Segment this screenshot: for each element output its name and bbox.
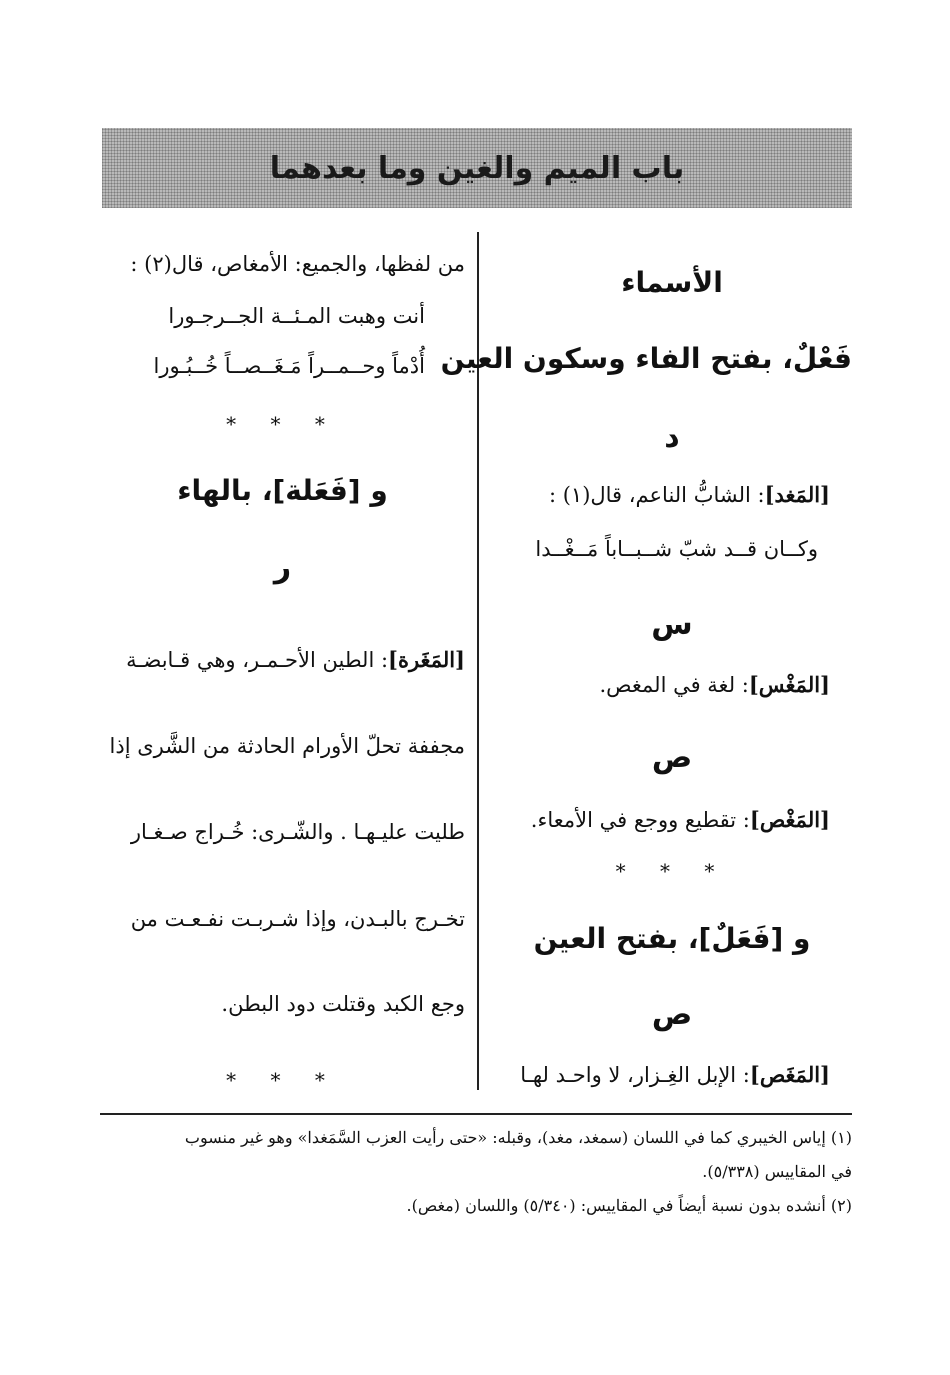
- chapter-title: باب الميم والغين وما بعدهما: [269, 150, 685, 186]
- continuation-line: من لفظها، والجميع: الأمغاص، قال(٢) :: [130, 252, 465, 276]
- entry-maghs: [531, 807, 830, 832]
- entry-maghara-line-4: تخـرج بالبـدن، وإذا شـربـت نفـعـت من: [130, 907, 465, 931]
- entry-maghara-line-5: وجع الكبد وقتلت دود البطن.: [221, 992, 465, 1016]
- letter-heading-sin: س: [651, 607, 693, 642]
- letter-heading-ra: ر: [273, 550, 292, 585]
- verse-line-2: أُدْماً وحــمــراً مَـغَــصــاً خُــبُـورا: [153, 354, 425, 378]
- entry-maghd-text: : الشابُّ الناعم، قال(١) :: [548, 483, 765, 507]
- entry-maghara-text: : الطين الأحـمـر، وهي قـابضـة: [126, 648, 389, 672]
- entry-maghs-text: : تقطيع ووجع في الأمعاء.: [530, 808, 750, 832]
- entry-maghara-line-3: طليت عليـهـا . والشّـرى: خُـراج صـغـار: [130, 820, 465, 844]
- entry-maghas-lemma: [المَغَص]: [749, 1062, 830, 1087]
- footnote-1-line-2: في المقاييس (٥/٣٣٨).: [702, 1162, 852, 1181]
- verse-maghd: وكــان قــد شبّ شــبــاباً مَــغْــدا: [535, 537, 818, 561]
- letter-heading-sad-1: ص: [651, 740, 693, 775]
- separator-stars-left-1: * * *: [226, 412, 339, 436]
- entry-maghd-lemma: [المَغد]: [764, 482, 830, 507]
- footnote-2: (٢) أنشده بدون نسبة أيضاً في المقاييس: (٥/٣٤٠) واللسان (مغص).: [406, 1196, 852, 1215]
- entry-maghs-sin-text: : لغة في المغص.: [599, 673, 749, 697]
- entry-maghas-text: : الإبل الغِـزار، لا واحـد لهـا: [520, 1063, 750, 1087]
- subheading-pattern-2: و [فَعَلٌ]، بفتح العين: [533, 922, 811, 955]
- footnote-1-line-1: (١) إياس الخيبري كما في اللسان (سمغد، مغد)، وقبله: «حتى رأيت العزب السَّمَغدا» وهو غير منسوب: [184, 1128, 852, 1147]
- entry-maghas: [520, 1062, 830, 1087]
- subheading-pattern-1: فَعْلٌ، بفتح الفاء وسكون العين: [440, 342, 852, 375]
- entry-maghs-sin: [600, 672, 831, 697]
- entry-maghara: [126, 647, 465, 672]
- entry-maghs-lemma: [المَغْص]: [749, 807, 830, 832]
- separator-stars-right: * * *: [615, 859, 729, 883]
- entry-maghara-line-2: مجففة تحلّ الأورام الحادثة من الشَّرى إذا: [109, 734, 465, 758]
- separator-stars-left-2: * * *: [226, 1068, 339, 1092]
- entry-maghs-sin-lemma: [المَغْس]: [748, 672, 830, 697]
- entry-maghara-lemma: [المَغَرة]: [388, 647, 465, 672]
- entry-maghd: [549, 482, 830, 507]
- footnote-rule: [100, 1113, 852, 1115]
- subheading-pattern-3: و [فَعَلة]، بالهاء: [177, 474, 388, 507]
- letter-heading-dal: د: [664, 420, 680, 455]
- chapter-banner: [102, 128, 852, 208]
- verse-line-1: أنت وهبت المـئــة الجــرجـورا: [168, 304, 425, 328]
- letter-heading-sad-2: ص: [651, 997, 693, 1032]
- section-heading-names: الأسماء: [621, 266, 723, 299]
